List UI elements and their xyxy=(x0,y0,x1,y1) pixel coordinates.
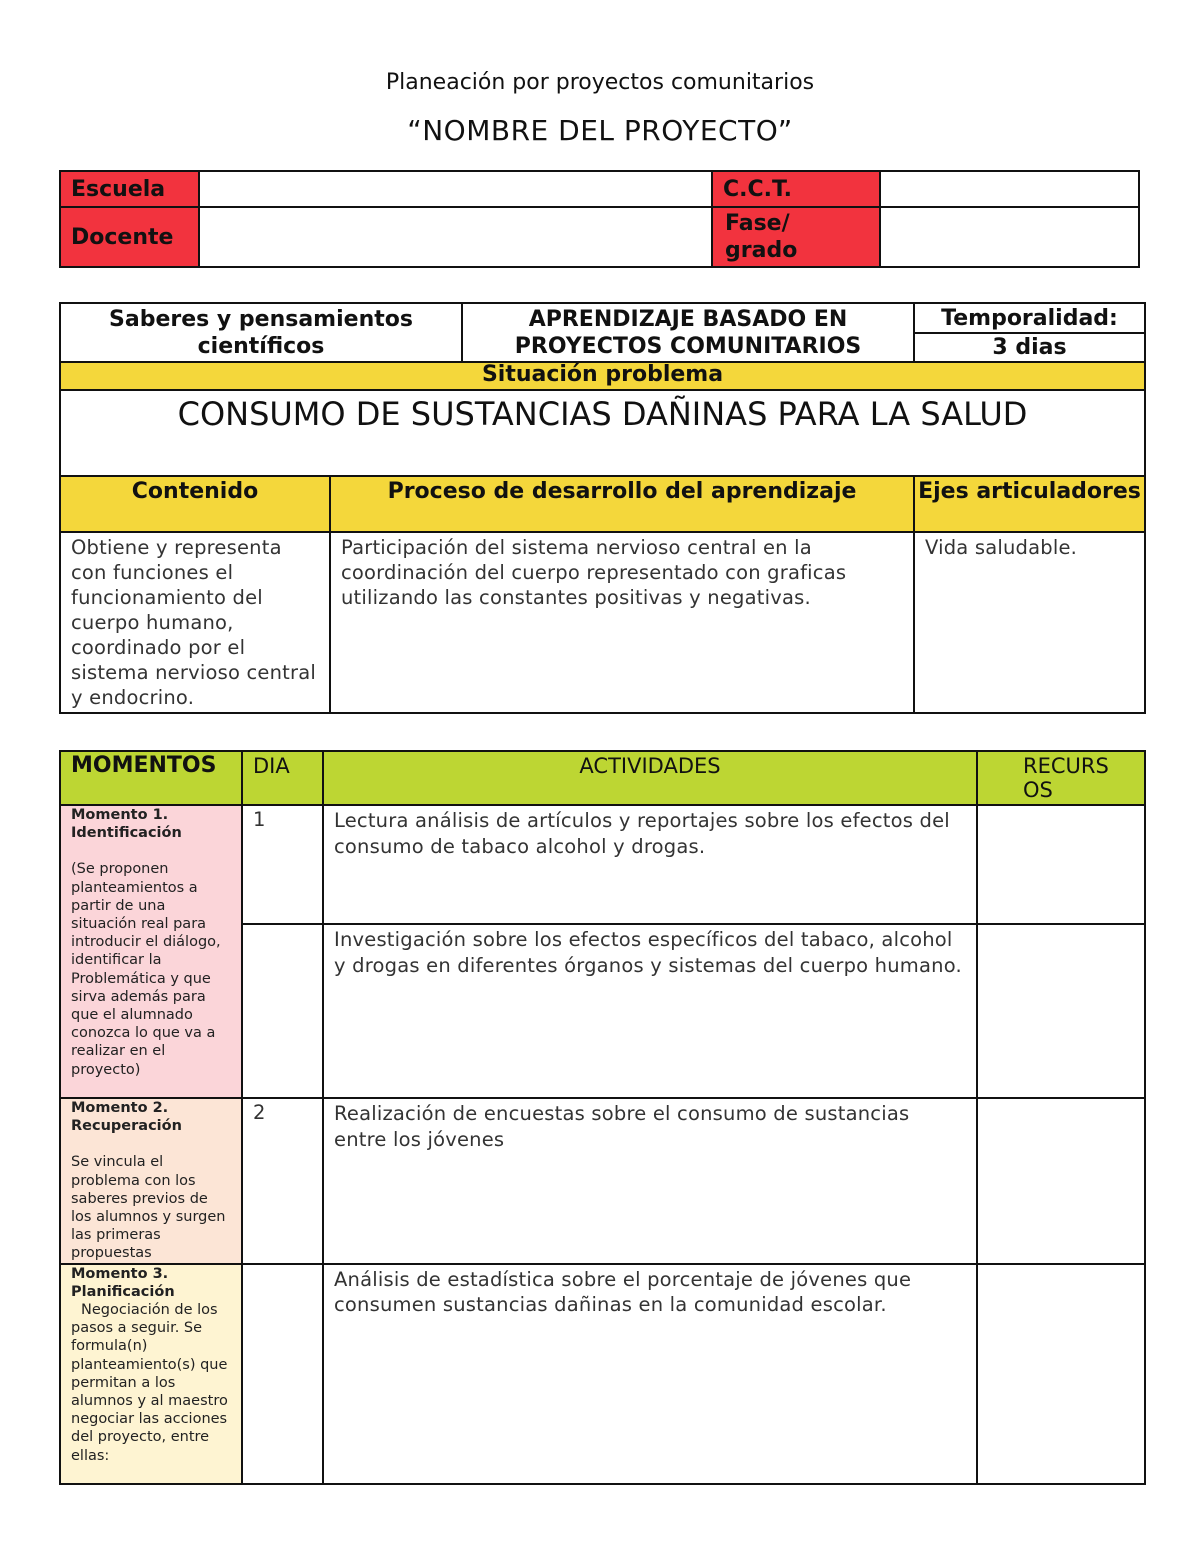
fase-grado-label: Fase/ grado xyxy=(712,207,880,267)
document-subtitle: Planeación por proyectos comunitarios xyxy=(385,70,815,95)
escuela-label: Escuela xyxy=(60,171,199,207)
cct-label: C.C.T. xyxy=(712,171,880,207)
info-table xyxy=(59,170,1140,268)
recursos-header: RECURS OS xyxy=(977,751,1145,805)
momento-1 xyxy=(60,805,242,1098)
momento-2-description: Se vincula el problema con los saberes previos de los alumnos y surgen las primeras propuestas xyxy=(71,1154,226,1262)
row-2-dia xyxy=(242,924,323,1098)
contenido-text: Obtiene y representa con funciones el funcionamiento del cuerpo humano, coordinado por el sistema nervioso central y endocrino. xyxy=(60,532,330,713)
row-1-recursos xyxy=(977,805,1145,924)
row-3-recursos xyxy=(977,1098,1145,1264)
temporalidad-value: 3 dias xyxy=(914,333,1145,362)
momento-2 xyxy=(60,1098,242,1264)
docente-label: Docente xyxy=(60,207,199,267)
row-2-recursos xyxy=(977,924,1145,1098)
escuela-field[interactable] xyxy=(199,171,712,207)
row-4-actividad: Análisis de estadística sobre el porcentaje de jóvenes que consumen sustancias dañinas en la comunidad escolar. xyxy=(323,1264,977,1484)
campo-formativo: Saberes y pensamientos científicos xyxy=(60,303,462,362)
row-2-actividad: Investigación sobre los efectos específicos del tabaco, alcohol y drogas en diferentes órganos y sistemas del cuerpo humano. xyxy=(323,924,977,1098)
row-3-actividad: Realización de encuestas sobre el consumo de sustancias entre los jóvenes xyxy=(323,1098,977,1264)
proceso-text: Participación del sistema nervioso central en la coordinación del cuerpo representado con graficas utilizando las constantes positivas y negativas. xyxy=(330,532,914,713)
momento-2-title: Momento 2. Recuperación xyxy=(71,1100,182,1135)
momentos-header: MOMENTOS xyxy=(60,751,242,805)
temporalidad-label: Temporalidad: xyxy=(914,303,1145,333)
momento-3-description: Negociación de los pasos a seguir. Se formula(n) planteamiento(s) que permitan a los alumnos y al maestro negociar las acciones del proyecto, entre ellas: xyxy=(71,1302,228,1464)
situacion-problema-label: Situación problema xyxy=(60,362,1145,390)
fase-grado-field[interactable] xyxy=(880,207,1139,267)
metodologia: APRENDIZAJE BASADO EN PROYECTOS COMUNITARIOS xyxy=(462,303,914,362)
situacion-problema-text: CONSUMO DE SUSTANCIAS DAÑINAS PARA LA SALUD xyxy=(60,390,1145,476)
docente-field[interactable] xyxy=(199,207,712,267)
row-4-recursos xyxy=(977,1264,1145,1484)
momento-1-title: Momento 1. Identificación xyxy=(71,807,182,842)
ejes-text: Vida saludable. xyxy=(914,532,1145,713)
proceso-header: Proceso de desarrollo del aprendizaje xyxy=(330,476,914,532)
project-name: “NOMBRE DEL PROYECTO” xyxy=(407,114,793,147)
dia-header: DIA xyxy=(242,751,323,805)
ejes-header: Ejes articuladores xyxy=(914,476,1145,532)
momento-1-description: (Se proponen planteamientos a partir de una situación real para introducir el diálogo, identificar la Problemática y que sirva además para que el alumnado conozca lo que va a realizar en el proyecto) xyxy=(71,861,221,1078)
row-3-dia: 2 xyxy=(242,1098,323,1264)
row-1-dia: 1 xyxy=(242,805,323,924)
activities-table xyxy=(59,750,1146,1485)
contenido-header: Contenido xyxy=(60,476,330,532)
momento-3-title: Momento 3. Planificación xyxy=(71,1265,175,1300)
row-4-dia xyxy=(242,1264,323,1484)
actividades-header: ACTIVIDADES xyxy=(323,751,977,805)
project-table xyxy=(59,302,1146,714)
row-1-actividad: Lectura análisis de artículos y reportajes sobre los efectos del consumo de tabaco alcohol y drogas. xyxy=(323,805,977,924)
momento-3 xyxy=(60,1264,242,1484)
cct-field[interactable] xyxy=(880,171,1139,207)
